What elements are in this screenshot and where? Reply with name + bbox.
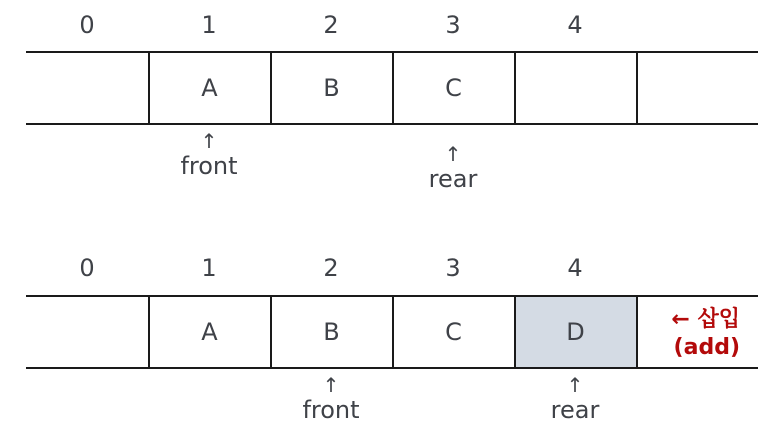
up-arrow-icon: ↑ <box>566 373 584 397</box>
front-label: front <box>302 396 360 424</box>
array-cell: A <box>201 318 218 346</box>
array-cell: B <box>323 318 340 346</box>
insert-note <box>640 306 740 362</box>
index-label: 4 <box>567 11 583 39</box>
array-cell: C <box>445 318 462 346</box>
front-label: front <box>180 152 238 180</box>
index-label: 3 <box>445 11 461 39</box>
cell-divider <box>636 51 638 124</box>
array-cell-new: D <box>566 318 585 346</box>
array-cell: C <box>445 74 462 102</box>
index-label: 0 <box>79 11 95 39</box>
index-label: 0 <box>79 254 95 282</box>
insert-note-line2: (add) <box>673 335 740 360</box>
insert-note-line1: ← 삽입 <box>671 307 740 332</box>
rear-label: rear <box>550 396 600 424</box>
index-label: 1 <box>201 11 217 39</box>
front-pointer <box>271 374 391 424</box>
up-arrow-icon: ↑ <box>200 129 218 153</box>
index-label: 2 <box>323 11 339 39</box>
array-cell: B <box>323 74 340 102</box>
rear-pointer <box>515 374 635 424</box>
index-label: 3 <box>445 254 461 282</box>
array-cell: A <box>201 74 218 102</box>
front-pointer <box>149 130 269 180</box>
rear-label: rear <box>428 165 478 193</box>
index-label: 1 <box>201 254 217 282</box>
index-label: 4 <box>567 254 583 282</box>
up-arrow-icon: ↑ <box>444 142 462 166</box>
up-arrow-icon: ↑ <box>322 373 340 397</box>
cell-divider <box>514 51 516 124</box>
rear-pointer <box>393 143 513 193</box>
index-label: 2 <box>323 254 339 282</box>
cell-divider <box>636 295 638 368</box>
